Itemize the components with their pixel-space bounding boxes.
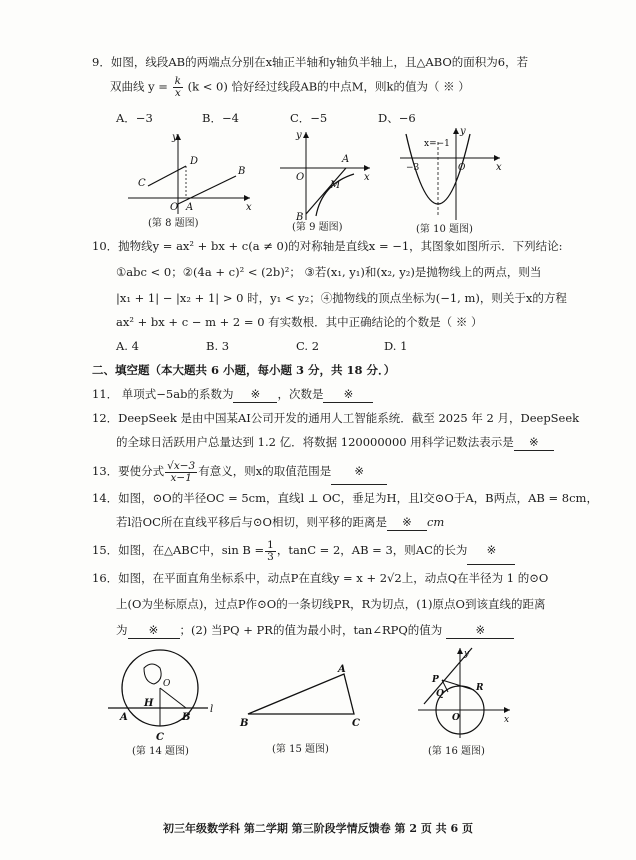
figure-10: [396, 124, 508, 224]
q14-line1: 14．如图，⊙O的半径OC = 5cm，直线l ⊥ OC，垂足为H，且l交⊙O于A，B两点，AB = 8cm，: [92, 491, 598, 505]
q13-text-a: 13．要使分式: [92, 464, 165, 478]
q9-option-d: D、−6: [378, 111, 416, 125]
fig10-caption: (第 10 题图): [416, 224, 473, 235]
q13-frac-num: √x−3: [167, 459, 196, 472]
figure-14: [106, 650, 218, 742]
q14-unit: cm: [426, 515, 445, 529]
fig8-label-a: A: [186, 202, 194, 213]
q12-line1: 12．DeepSeek 是由中国某AI公司开发的通用人工智能系统．截至 2025 年 2 月，DeepSeek: [92, 411, 580, 425]
fig8-label-d: D: [190, 156, 199, 167]
figure-15: [238, 660, 368, 730]
q15-text-a: 15．如图，在△ABC中，sin B =: [92, 543, 265, 557]
fig8-label-o: O: [170, 202, 179, 213]
q11-text-a: 11． 单项式−5ab的系数为: [92, 387, 234, 401]
q11-text-b: ，次数是: [277, 387, 324, 401]
q14-line2: [116, 514, 444, 531]
q9-line2: [110, 76, 470, 99]
fig14-label-l: l: [210, 704, 214, 715]
q10-option-c: C. 2: [296, 339, 320, 353]
fig8-label-y: y: [172, 132, 178, 143]
q9-option-a: A．−3: [116, 111, 153, 125]
fig16-label-x: x: [504, 715, 510, 725]
fig9-label-x: x: [364, 172, 370, 183]
q16-line3: [116, 622, 514, 639]
fig14-label-h: H: [144, 698, 154, 709]
page-footer: 初三年级数学科 第二学期 第三阶段学情反馈卷 第 2 页 共 6 页: [163, 822, 473, 835]
fig9-label-y: y: [296, 130, 302, 141]
q12-text: 的全球日活跃用户总量达到 1.2 亿．将数据 120000000 用科学记数法表示是: [116, 435, 514, 449]
fig8-label-b: B: [238, 166, 246, 177]
q11-blank-2[interactable]: ※: [323, 386, 373, 403]
fig10-label-o: O: [458, 163, 466, 173]
q9-line2-b: (k < 0) 恰好经过线段AB的中点M，则k的值为（ ※ ）: [187, 79, 470, 94]
q9-frac-num: k: [174, 75, 181, 87]
q12-blank[interactable]: ※: [514, 434, 554, 451]
q9-line2-a: 双曲线 y =: [110, 79, 168, 94]
figure-8: [118, 128, 258, 218]
q13-text-b: 有意义，则x的取值范围是: [198, 464, 332, 478]
figure-9: [276, 128, 376, 224]
q15-frac-num: 1: [267, 538, 274, 551]
q9-frac-den: x: [174, 87, 181, 99]
fig15-label-c: C: [352, 718, 360, 729]
q16-text-b: ；(2) 当PQ + PR的值为最小时，tan∠RPQ的值为: [179, 623, 443, 637]
q10-option-b: B. 3: [206, 339, 230, 353]
fig9-label-o: O: [296, 172, 305, 183]
fig9-label-b: B: [296, 212, 304, 223]
fig15-label-b: B: [240, 718, 249, 729]
fig15-caption: (第 15 题图): [272, 744, 329, 755]
q10-line4: ax² + bx + c − m + 2 = 0 有实数根．其中正确结论的个数是（ ※ ）: [116, 315, 483, 329]
q14-blank[interactable]: ※: [387, 514, 427, 531]
q15: [92, 536, 515, 564]
fig9-caption: (第 9 题图): [292, 222, 343, 233]
section-2-heading: 二、填空题（本大题共 6 小题，每小题 3 分，共 18 分．）: [92, 363, 396, 377]
fig9-label-a: A: [342, 154, 350, 165]
q10-line1: 10．抛物线y = ax² + bx + c(a ≠ 0)的对称轴是直线x = −1，其图象如图所示．下列结论:: [92, 239, 563, 253]
q10-option-d: D. 1: [384, 339, 408, 353]
q13: [92, 458, 387, 484]
fig10-label-neg3: −3: [406, 163, 420, 173]
fig16-label-q: Q: [436, 689, 444, 699]
fig10-label-x: x: [496, 162, 502, 173]
q10-line3: |x₁ + 1| − |x₂ + 1| > 0 时，y₁ < y₂；④抛物线的顶点坐标为(−1, m)，则关于x的方程: [116, 291, 567, 305]
q10-option-a: A. 4: [116, 339, 139, 353]
q15-frac-den: 3: [267, 550, 274, 563]
fig16-label-y: y: [464, 649, 470, 659]
fig14-label-b: B: [182, 712, 191, 723]
figure-16: [414, 644, 514, 740]
fig14-caption: (第 14 题图): [132, 746, 189, 757]
q9-option-c: C．−5: [290, 111, 328, 125]
q16-text-a: 为: [116, 623, 128, 637]
fig8-caption: (第 8 题图): [148, 218, 199, 229]
q9-line1: 9．如图，线段AB的两端点分别在x轴正半轴和y轴负半轴上，且△ABO的面积为6，若: [92, 55, 529, 69]
fig9-label-m: M: [330, 180, 341, 191]
q13-fraction: [165, 461, 197, 484]
fig16-label-r: R: [476, 683, 484, 693]
q9-option-b: B．−4: [202, 111, 239, 125]
fig16-label-o: O: [452, 713, 460, 723]
fig14-label-a: A: [120, 712, 128, 723]
q16-blank-2[interactable]: ※: [446, 622, 514, 639]
fig16-label-p: P: [432, 675, 439, 685]
q16-line1: 16．如图，在平面直角坐标系中，动点P在直线y = x + 2√2上，动点Q在半径为 1 的⊙O: [92, 571, 549, 585]
fig14-label-o: O: [163, 679, 171, 689]
q12-line2: [116, 434, 554, 451]
q11: [92, 386, 373, 403]
fig14-label-c: C: [156, 732, 164, 743]
q15-fraction: [265, 540, 276, 563]
fig10-label-axis: x=−1: [424, 139, 450, 149]
fig16-caption: (第 16 题图): [428, 746, 485, 757]
fig8-label-c: C: [138, 178, 146, 189]
q15-blank[interactable]: ※: [467, 536, 515, 565]
q13-blank[interactable]: ※: [331, 458, 387, 485]
q16-line2: 上(O为坐标原点)，过点P作⊙O的一条切线PR，R为切点，(1)原点O到该直线的距离: [116, 597, 546, 611]
q15-text-b: ，tanC = 2，AB = 3，则AC的长为: [276, 543, 468, 557]
fig15-label-a: A: [338, 664, 346, 675]
q16-blank-1[interactable]: ※: [128, 622, 180, 639]
q14-text: 若l沿OC所在直线平移后与⊙O相切，则平移的距离是: [116, 515, 387, 529]
q10-line2: ①abc < 0；②(4a + c)² < (2b)²； ③若(x₁, y₁)和(x₂, y₂)是抛物线上的两点，则当: [116, 265, 542, 279]
q9-fraction: [173, 76, 183, 99]
fig10-label-y: y: [460, 126, 466, 137]
q13-frac-den: x−1: [170, 471, 192, 484]
q11-blank-1[interactable]: ※: [233, 386, 277, 403]
fig8-label-x: x: [246, 202, 252, 213]
